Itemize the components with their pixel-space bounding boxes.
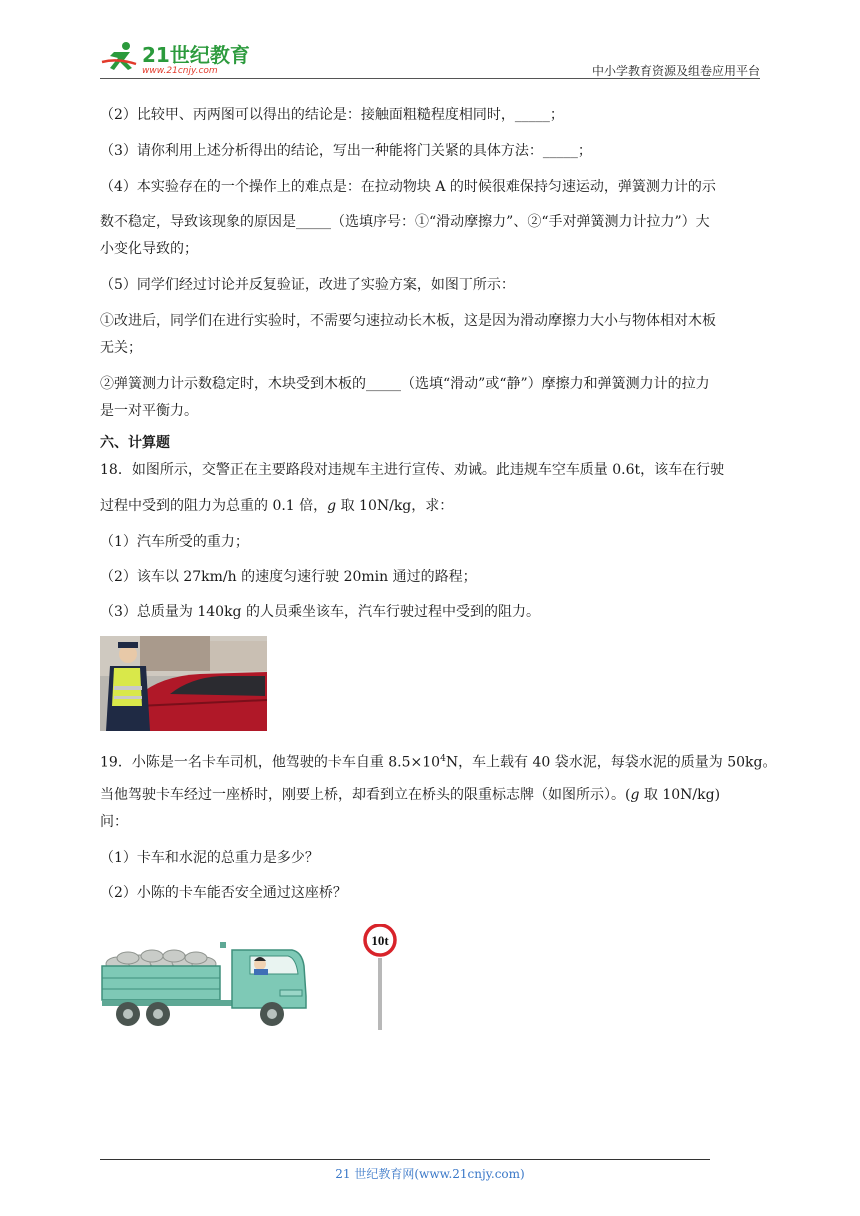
q17-part5b-line1: ②弹簧测力计示数稳定时，木块受到木板的_____（选填“滑动”或“静”）摩擦力和弹簧测力计的拉力 [100,376,710,392]
q17-part4-line1: （4）本实验存在的一个操作上的难点是：在拉动物块 A 的时候很难保持匀速运动，弹簧测力计的示 [100,179,716,195]
q19-line3: 问： [100,814,128,830]
q18-line1: 18．如图所示，交警正在主要路段对违规车主进行宣传、劝诫。此违规车空车质量 0.6t，该车在行驶 [100,462,725,478]
q17-part2: （2）比较甲、丙两图可以得出的结论是：接触面粗糙程度相同时，_____； [100,107,564,123]
weight-limit-sign [358,924,402,1030]
q18-sub3: （3）总质量为 140kg 的人员乘坐该车，汽车行驶过程中受到的阻力。 [100,604,540,620]
page-footer: 21 世纪教育网(www.21cnjy.com) [335,1167,525,1181]
q17-part5: （5）同学们经过讨论并反复验证，改进了实验方案，如图丁所示： [100,277,515,293]
q17-part3: （3）请你利用上述分析得出的结论，写出一种能将门关紧的具体方法：_____； [100,143,592,159]
q17-part5b-line2: 是一对平衡力。 [100,403,198,419]
q17-part4-line3: 小变化导致的； [100,241,198,257]
header-tagline: 中小学教育资源及组卷应用平台 [591,64,760,78]
header-divider [100,78,760,79]
q18-sub1: （1）汽车所受的重力； [100,534,249,550]
logo-21cnjy [100,40,270,76]
svg-text:www.21cnjy.com: www.21cnjy.com [142,66,218,76]
traffic-police-photo [100,636,267,731]
running-man-icon [102,42,136,70]
q19-line2: 当他驾驶卡车经过一座桥时，刚要上桥，却看到立在桥头的限重标志牌（如图所示）。(g 取 10N/kg) [100,787,721,803]
section-title: 六、计算题 [100,435,170,451]
q17-part4-line2: 数不稳定，导致该现象的原因是_____（选填序号：①“滑动摩擦力”、②“手对弹簧测力计拉力”）大 [100,214,710,230]
truck-illustration [100,936,318,1034]
q19-sub2: （2）小陈的卡车能否安全通过这座桥？ [100,885,347,901]
q17-part5a-line2: 无关； [100,340,142,356]
page-header [100,40,760,78]
svg-text:10t: 10t [371,933,389,948]
q17-part5a-line1: ①改进后，同学们在进行实验时，不需要匀速拉动长木板，这是因为滑动摩擦力大小与物体相对木板 [100,313,716,329]
q19-line1: 19．小陈是一名卡车司机，他驾驶的卡车自重 $8.5\times 10^4N$，车上载有 40 袋水泥，每袋水泥的质量为 50kg。 [100,754,777,771]
q18-line2: 过程中受到的阻力为总重的 0.1 倍，g 取 10N/kg，求： [100,498,454,514]
q18-sub2: （2）该车以 27km/h 的速度匀速行驶 20min 通过的路程； [100,569,477,585]
svg-text:21世纪教育: 21世纪教育 [142,43,250,67]
footer-divider [100,1159,710,1160]
q19-sub1: （1）卡车和水泥的总重力是多少？ [100,850,319,866]
